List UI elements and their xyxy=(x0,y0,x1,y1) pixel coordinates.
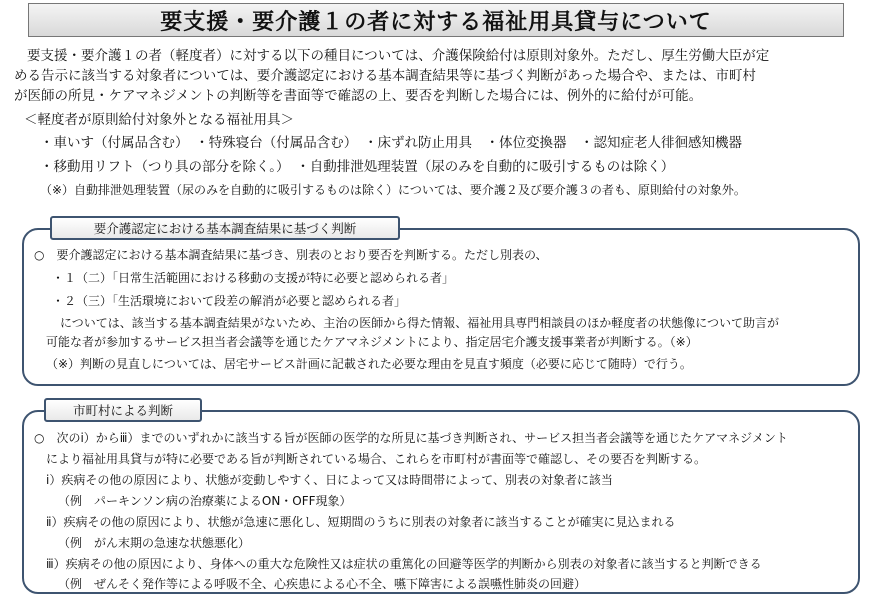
panel-text-line: ・１（二）「日常生活範囲における移動の支援が特に必要と認められる者」 xyxy=(52,271,455,285)
excluded-items-note: （※）自動排泄処理装置（尿のみを自動的に吸引するものは除く）については、要介護２及び要介護３の者も、原則給付の対象外。 xyxy=(40,183,746,197)
intro-line: 要支援・要介護１の者（軽度者）に対する以下の種目については、介護保険給付は原則対象外。ただし、厚生労働大臣が定 xyxy=(27,48,770,64)
panel-text-line: 可能な者が参加するサービス担当者会議等を通じたケアマネジメントにより、指定居宅介護支援事業者が判断する。（※） xyxy=(46,335,698,349)
page-title: 要支援・要介護１の者に対する福祉用具貸与について xyxy=(160,9,712,35)
panel-text-line: （※）判断の見直しについては、居宅サービス計画に記載された必要な理由を見直す頻度（必要に応じて随時）で行う。 xyxy=(46,357,692,371)
panel-text-line: については、該当する基本調査結果がないため、主治の医師から得た情報、福祉用具専門相談員のほか軽度者の状態像について助言が xyxy=(60,316,780,330)
panel-text-line: ⅰ）疾病その他の原因により、状態が変動しやすく、日によって又は時間帯によって、別表の対象者に該当 xyxy=(46,473,613,487)
panel-text-line: ・２（三）「生活環境において段差の解消が必要と認められる者」 xyxy=(52,294,407,308)
panel-text-line: （例 がん末期の急速な状態悪化） xyxy=(58,536,251,550)
panel-text-line: ⅱ）疾病その他の原因により、状態が急速に悪化し、短期間のうちに別表の対象者に該当することが確実に見込まれる xyxy=(46,515,676,529)
panel-text-line: ○ 次のⅰ）からⅲ）までのいずれかに該当する旨が医師の医学的な所見に基づき判断され、サービス担当者会議等を通じたケアマネジメント xyxy=(34,431,788,445)
excluded-items-line: ・車いす（付属品含む） ・特殊寝台（付属品含む） ・床ずれ防止用具 ・体位変換器 ・認知症老人徘徊感知機器 xyxy=(40,135,742,151)
title-banner xyxy=(28,3,844,37)
panel-text-line: （例 ぜんそく発作等による呼吸不全、心疾患による心不全、嚥下障害による誤嚥性肺炎の回避） xyxy=(58,577,587,591)
excluded-items-heading: ＜軽度者が原則給付対象外となる福祉用具＞ xyxy=(24,112,294,128)
panel-text-line: により福祉用具貸与が特に必要である旨が判断されている場合、これらを市町村が書面等で確認し、その要否を判断する。 xyxy=(46,452,707,466)
panel-text-line: （例 パーキンソン病の治療薬によるON・OFF現象） xyxy=(58,494,352,508)
excluded-items-line: ・移動用リフト（つり具の部分を除く。） ・自動排泄処理装置（尿のみを自動的に吸引するものは除く） xyxy=(40,159,675,175)
municipality-judgment-label: 市町村による判断 xyxy=(44,398,202,422)
intro-paragraph xyxy=(14,46,860,106)
assessment-judgment-label: 要介護認定における基本調査結果に基づく判断 xyxy=(50,216,400,240)
panel-text-line: ○ 要介護認定における基本調査結果に基づき、別表のとおり要否を判断する。ただし別表の、 xyxy=(34,248,548,262)
intro-line: が医師の所見・ケアマネジメントの判断等を書面等で確認の上、要否を判断した場合には、例外的に給付が可能。 xyxy=(14,88,703,104)
panel-text-line: ⅲ）疾病その他の原因により、身体への重大な危険性又は症状の重篤化の回避等医学的判断から別表の対象者に該当すると判断できる xyxy=(46,557,762,571)
intro-line: める告示に該当する対象者については、要介護認定における基本調査結果等に基づく判断があった場合や、または、市町村 xyxy=(14,68,756,84)
